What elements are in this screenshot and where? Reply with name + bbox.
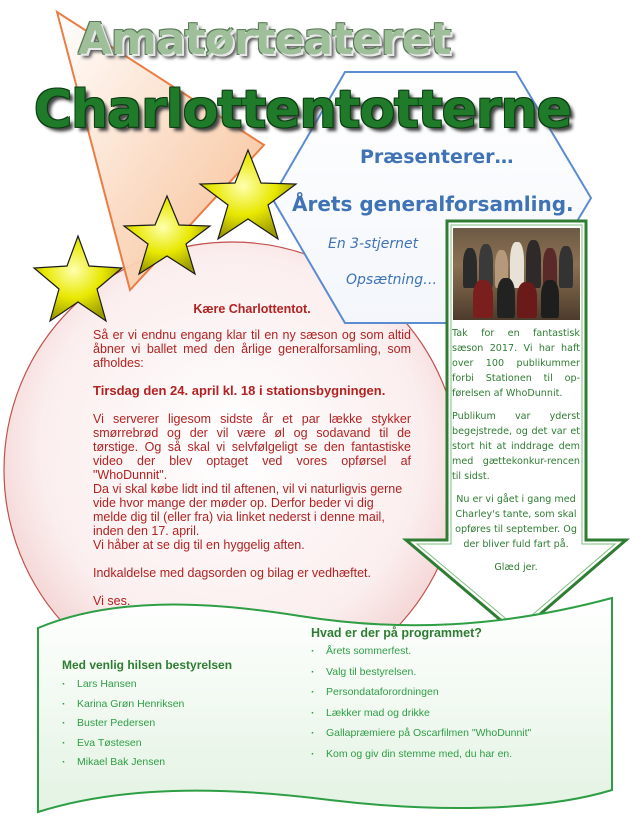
board-member: · Buster Pedersen bbox=[62, 716, 184, 736]
season-review-text bbox=[452, 326, 580, 583]
program-item: · Persondataforordningen bbox=[311, 685, 531, 706]
cast-group-photo bbox=[453, 228, 580, 320]
production-text: Opsætning… bbox=[346, 272, 438, 288]
rating-text: En 3-stjernet bbox=[328, 236, 419, 252]
review-paragraph: Nu er vi gået i gang med Charley's tante, som skal opføres til september. Og der bliver fuld fart på. bbox=[455, 494, 577, 550]
program-item: · Kom og giv din stemme med, du har en. bbox=[311, 747, 531, 768]
board-member-list bbox=[62, 677, 184, 775]
board-member: · Eva Tøstesen bbox=[62, 736, 184, 756]
review-closing: Glæd jer. bbox=[494, 562, 538, 573]
presents-text: Præsenterer… bbox=[360, 146, 514, 168]
board-member: · Karina Grøn Henriksen bbox=[62, 697, 184, 717]
letter-paragraph: Da vi skal købe lidt ind til aftenen, vil vi naturligvis gerne vide hvor mange der møder op. Derfor beder vi dig melde dig til (eller fra) via linket nederst i denne mail, inden den 17. april. bbox=[93, 482, 403, 538]
program-item: · Lækker mad og drikke bbox=[311, 706, 531, 727]
board-member: · Mikael Bak Jensen bbox=[62, 755, 184, 775]
program-item: · Valg til bestyrelsen. bbox=[311, 665, 531, 686]
letter-paragraph: Vi håber at se dig til en hyggelig aften. bbox=[93, 538, 305, 552]
title-line-2: Charlottentotterne bbox=[34, 80, 571, 140]
title-line-1: Amatørteateret bbox=[78, 14, 451, 65]
program-item: · Gallapræmiere på Oscarfilmen "WhoDunnit" bbox=[311, 726, 531, 747]
meeting-date: Tirsdag den 24. april kl. 18 i stationsbygningen. bbox=[93, 383, 386, 398]
letter-paragraph: Vi serverer ligesom sidste år et par lække stykker smørrebrød og der vil være øl og sodavand til de tørstige. Og så skal vi selvfølgeligt se den fantastiske video der blev optaget ved vores opførsel af "WhoDunnit". bbox=[93, 412, 411, 482]
review-paragraph: Publikum var yderst begejstrede, og det var et stort hit at inddrage dem med gættekonkur-rencen til sidst. bbox=[452, 411, 580, 482]
review-paragraph: Tak for en fantastisk sæson 2017. Vi har haft over 100 publikummer forbi Stationen til op-førelsen af WhoDunnit. bbox=[452, 328, 580, 399]
signature-heading: Med venlig hilsen bestyrelsen bbox=[62, 658, 233, 672]
letter-paragraph: Indkaldelse med dagsorden og bilag er vedhæftet. bbox=[93, 566, 371, 580]
program-heading: Hvad er der på programmet? bbox=[311, 626, 482, 640]
event-heading: Årets generalforsamling. bbox=[292, 192, 574, 216]
letter-closing: Vi ses. bbox=[93, 594, 131, 608]
letter-greeting: Kære Charlottentot. bbox=[193, 302, 311, 316]
board-member: · Lars Hansen bbox=[62, 677, 184, 697]
letter-paragraph: Så er vi endnu engang klar til en ny sæson og som altid åbner vi ballet med den årlige generalforsamling, som afholdes: bbox=[93, 328, 411, 370]
program-item: · Årets sommerfest. bbox=[311, 644, 531, 665]
invitation-letter bbox=[93, 302, 411, 608]
program-list bbox=[311, 644, 531, 767]
